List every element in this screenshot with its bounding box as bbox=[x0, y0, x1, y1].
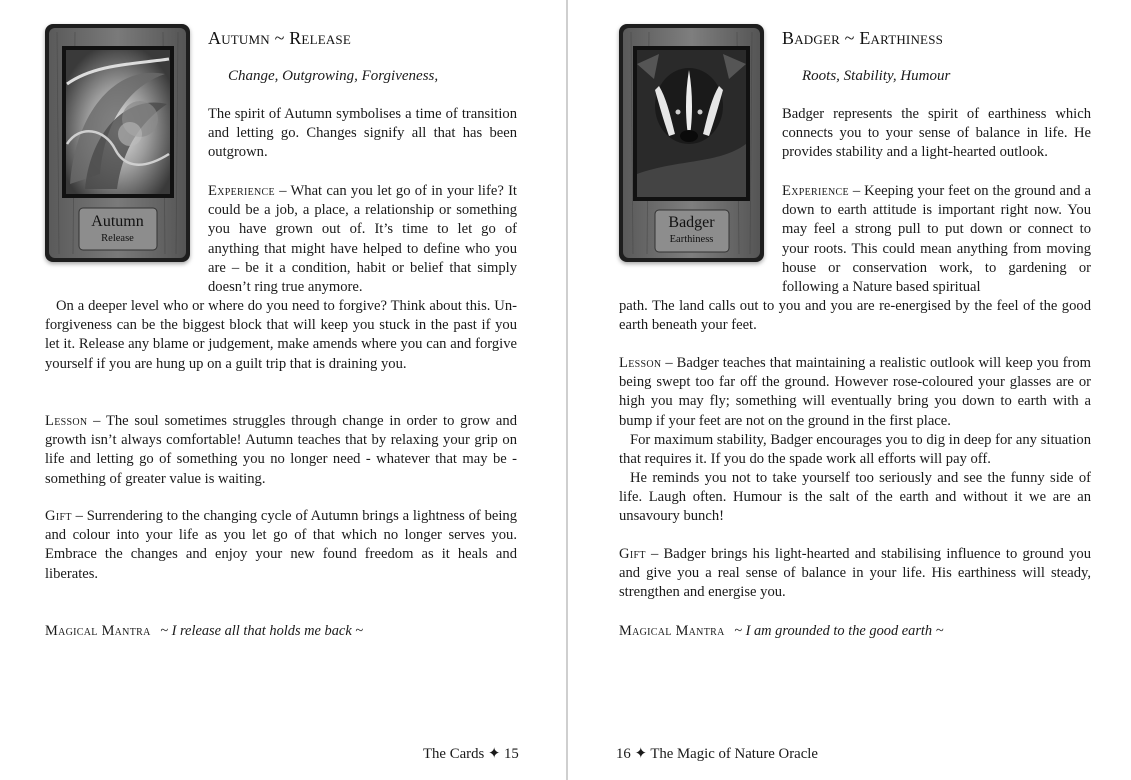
lesson-paragraph bbox=[619, 354, 1091, 431]
card-subtitle: Earthiness bbox=[669, 234, 714, 245]
title-separator: ~ bbox=[839, 28, 860, 48]
title-main: Badger bbox=[782, 28, 840, 48]
right-page bbox=[568, 0, 1131, 780]
lesson-text: – Badger teaches that maintaining a realistic outlook will keep you from being swept too far off the ground. However rose-coloured your glasses are or high you may fly; something will eventually bring you down to earth with a bump if your feet are not on the ground in the first place. bbox=[619, 355, 1091, 429]
card-name: Autumn bbox=[91, 213, 144, 230]
gift-paragraph bbox=[45, 507, 517, 584]
stability-paragraph: For maximum stability, Badger encourages you to dig in deep for any situation that requires it. If you do the spade work all efforts will pay off. bbox=[619, 432, 1091, 468]
card-name: Badger bbox=[668, 214, 715, 231]
title-sub: Release bbox=[289, 28, 352, 48]
experience-label: Experience bbox=[208, 183, 275, 199]
keywords: Roots, Stability, Humour bbox=[802, 68, 951, 84]
page-title bbox=[782, 28, 943, 49]
intro-paragraph: The spirit of Autumn symbolises a time of transition and letting go. Changes signify all that has been outgrown. bbox=[208, 106, 517, 161]
experience-paragraph bbox=[208, 182, 517, 297]
experience-text: – Keeping your feet on the ground and a down to earth attitude is important right now. You may feel a strong pull to put down or connect to your roots. This could mean anything from moving house or conservation work, to gardening or following a Nature based spiritual bbox=[782, 183, 1091, 296]
experience-paragraph bbox=[782, 182, 1091, 297]
lesson-text: – The soul sometimes struggles through change in order to grow and growth isn’t always comfortable! Autumn teaches that by relaxing your grip on life and letting go of something you no longer need - whatever that may be - something of greater value is waiting. bbox=[45, 413, 517, 487]
title-main: Autumn bbox=[208, 28, 270, 48]
title-sub: Earthiness bbox=[859, 28, 944, 48]
magical-mantra bbox=[619, 623, 944, 640]
lesson-paragraph bbox=[45, 412, 517, 489]
page-footer: The Cards ✦ 15 bbox=[423, 746, 519, 762]
lesson-label: Lesson bbox=[45, 413, 88, 429]
humour-paragraph: He reminds you not to take yourself too seriously and see the funny side of life. Laugh often. Humour is the salt of the earth and without it we are an unsavoury bunch! bbox=[619, 470, 1091, 525]
page-footer: 16 ✦ The Magic of Nature Oracle bbox=[616, 746, 818, 762]
keywords: Change, Outgrowing, Forgiveness, bbox=[228, 68, 439, 84]
mantra-label: Magical Mantra bbox=[45, 623, 151, 639]
mantra-text: ~ I am grounded to the good earth ~ bbox=[734, 623, 944, 639]
intro-paragraph: Badger represents the spirit of earthiness which connects you to your sense of balance in life. He provides stability and a light-hearted outlook. bbox=[782, 106, 1091, 161]
mantra-text: ~ I release all that holds me back ~ bbox=[160, 623, 364, 639]
title-separator: ~ bbox=[269, 28, 290, 48]
experience-continued: path. The land calls out to you and you are re-energised by the feel of the good earth beneath your feet. bbox=[619, 298, 1091, 334]
lesson-label: Lesson bbox=[619, 355, 662, 371]
gift-label: Gift bbox=[619, 546, 646, 562]
mantra-label: Magical Mantra bbox=[619, 623, 725, 639]
card-subtitle: Release bbox=[101, 233, 134, 244]
gift-label: Gift bbox=[45, 508, 72, 524]
experience-label: Experience bbox=[782, 183, 849, 199]
magical-mantra bbox=[45, 623, 363, 640]
gift-paragraph bbox=[619, 545, 1091, 603]
autumn-card-image bbox=[45, 24, 190, 262]
gift-text: – Surrendering to the changing cycle of Autumn brings a lightness of being and colour into your life as you let go of that which no longer serves you. Embrace the changes and enjoy your new found freedom as it heals and liberates. bbox=[45, 508, 517, 582]
badger-card-image bbox=[619, 24, 764, 262]
deeper-paragraph: On a deeper level who or where do you need to forgive? Think about this. Un-forgiveness can be the biggest block that will keep you stuck in the past if you let it. Release any blame or judgement, make amends where you can and forgive yourself if you are hung up on a guilt trip that is draining you. bbox=[45, 298, 517, 372]
experience-text: – What can you let go of in your life? It could be a job, a place, a relationship or something you have grown out of. It’s time to let go of anything that might have helped to define who you are – be it a condition, habit or belief that simply doesn’t ring true anymore. bbox=[208, 183, 517, 296]
page-title bbox=[208, 28, 351, 49]
gift-text: – Badger brings his light-hearted and stabilising influence to ground you and give you a real sense of balance in your life. His earthiness will steady, strengthen and energise you. bbox=[619, 546, 1091, 601]
